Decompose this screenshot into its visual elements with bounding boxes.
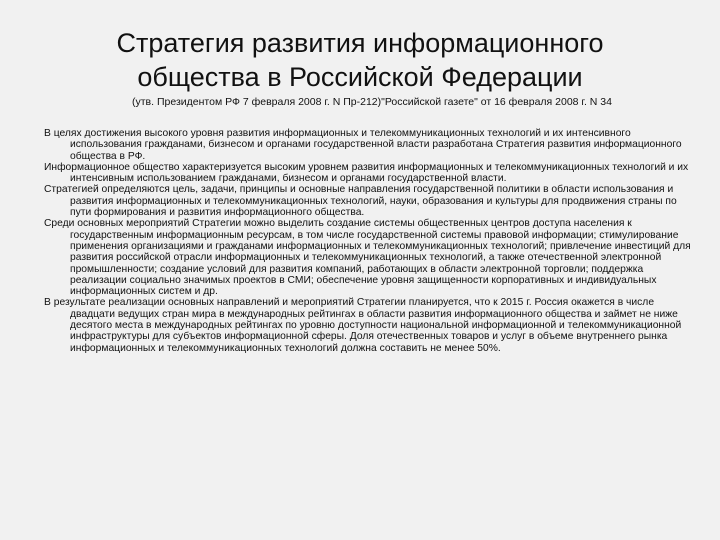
slide-title: Стратегия развития информационного общества в Российской Федерации	[116, 28, 604, 92]
paragraph-results: В результате реализации основных направлений и мероприятий Стратегии планируется, что к 2015 г. Россия окажется в числе двадцати ведущих стран мира в международных рейтингах в области развития информационного общества и займет не ниже десятого места в международных рейтингах по уровню доступности национальной информационной и телекоммуникационной инфраструктуры для субъектов информационной сферы. Доля отечественных товаров и услуг в объеме внутреннего рынка информационных и телекоммуникационных технологий должна составить не менее 50%.	[44, 297, 682, 354]
paragraph-policy: Стратегией определяются цель, задачи, принципы и основные направления государственной политики в области использования и развития информационных и телекоммуникационных технологий, науки, образования и культуры для продвижения страны по пути формирования и развития информационного общества.	[44, 184, 677, 219]
paragraph-measures: Среди основных мероприятий Стратегии можно выделить создание системы общественных центров доступа населения к государственным информационным ресурсам, в том числе государственной системы правовой информации; стимулирование применения организациями и гражданами информационных и телекоммуникационных технологий; привлечение инвестиций для развития российской отрасли информационных и телекоммуникационных технологий, а также отечественной электронной промышленности; создание условий для развития компаний, работающих в области электронной торговли; поддержка реализации социально значимых проектов в СМИ; обеспечение уровня защищенности корпоративных и индивидуальных информационных систем и др.	[44, 218, 691, 298]
slide-body	[44, 128, 694, 354]
paragraph-definition: Информационное общество характеризуется высоким уровнем развития информационных и телекоммуникационных технологий и их интенсивным использованием гражданами, бизнесом и органами государственной власти.	[44, 161, 689, 185]
slide-subtitle: (утв. Президентом РФ 7 февраля 2008 г. N Пр-212)"Российской газете" от 16 февраля 2008 г. N 34	[132, 96, 612, 108]
paragraph-goal: В целях достижения высокого уровня развития информационных и телекоммуникационных технологий и их интенсивного использования гражданами, бизнесом и органами государственной власти разработана Стратегия развития информационного общества в РФ.	[44, 128, 682, 162]
